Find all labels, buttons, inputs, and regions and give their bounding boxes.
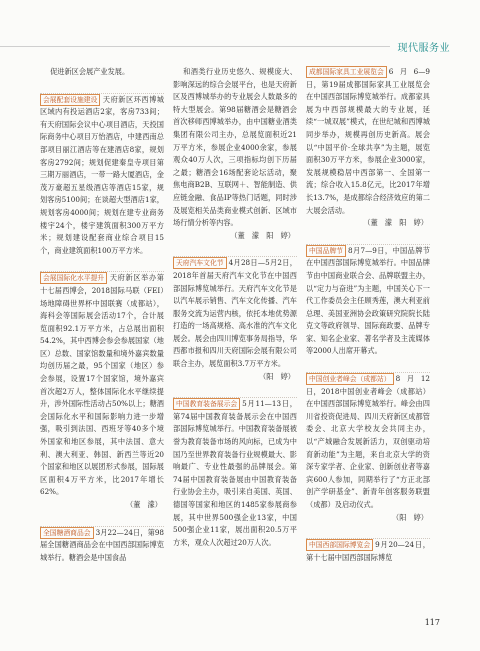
article-paragraph [306,373,430,512]
article-paragraph [40,94,164,258]
article-author: （阳 婷） [259,371,295,381]
article-paragraph [173,257,297,370]
article-paragraph [40,527,164,565]
column-2 [173,66,297,549]
article-paragraph [306,66,430,217]
article [40,526,164,565]
article-paragraph [40,272,164,499]
section-title: 现代服务业 [397,43,450,54]
article [306,244,430,358]
article [173,397,297,549]
article [306,66,430,230]
article-text: 3月22—24日，第98届全国糖酒商品会在中国西部国际博览城举行。糖酒会是中国食品 [40,527,164,562]
article-title: 中国品牌节 [306,245,346,257]
article-title: 天府汽车文化节 [173,257,227,269]
column-1 [40,66,164,564]
article-text: 4月28日—5月2日，2018年首届天府汽车文化节在中国西部国际博览城举行。天府汽车文化节是以汽车展示销售、汽车文化传播、汽车服务交流为运营内核，依托本地优势源打造的一场高规格、高水准的汽车文化展会。展会由四川博览事务局指导，华西都市报和四川天府国际会展有限公司联合主办，展览面积3.7万平方米。 [173,258,297,369]
article-author: （阳 婷） [392,512,428,522]
article-title: 中国西部国际博览会 [306,539,373,551]
article [40,66,164,79]
article-title: 会展国际化水平提升 [40,272,107,284]
column-3 [306,66,430,564]
article [173,66,297,242]
article-text: 天府新区环西博城区域内有投运酒店2家，客房733间；有天府国际会议中心项目酒店，天投国际商务中心项目万怡酒店，中建西南总部项目丽江酒店等在建酒店8家，规划客房2792间；规划促建秦皇寺项目第三期万丽酒店，一带一路大厦酒店，金茂万豪超五星级酒店等酒店15家，规划客房5100间；在谈超大型酒店1家，规划客房4000间；规划在建专业商务楼宇24个，楼宇建筑面积300万平方米；规划建设配套商业综合项目15个，商业建筑面积100万平方米。 [40,94,164,255]
article-author: （董 濛 阳 婷） [363,218,428,228]
article-text: 促进新区会展产业发展。 [50,67,130,76]
article-title: 会展配套设施建设 [40,94,100,106]
article-title: 全国糖酒商品会 [40,527,94,539]
article-text: 9月20—24日，第十七届中国西部国际博览 [306,540,430,562]
article-paragraph [40,66,164,79]
article-text: 8月12日，2018中国创业者峰会（成都站）在中国西部国际博览城举行。峰会由四川省投资促进局、四川天府新区成都管委会、北京大学校友会共同主办，以“产城融合发展新活力，双创驱动培育新动能”为主题，来自北京大学的资深专家学者、企业家、创新创业者等嘉宾600人参加，同期举行了“方正北部创产学研基金”、新青年创客服务联盟（成都）及启动仪式。 [306,374,430,509]
article-title: 成都国际家具工业展览会 [306,66,387,78]
article-author: （董 濛） [126,500,162,509]
article-author: （董 濛 阳 婷） [230,230,295,240]
article-paragraph [306,245,430,358]
article [40,93,164,258]
article-text: 8月7—9日，中国品牌节在中国西部国际博览城举行。中国品牌节由中国商业联合会、品牌联盟主办，以“定力与奋进”为主题，中国关心下一代工作委员会主任顾秀莲，澳大利亚前总理、美国亚洲协会政策研究院院长陆克文等政府领导、国际商政要、品牌专家、知名企业家、著名学者及主流媒体等2000人出席开幕式。 [306,245,430,356]
article-paragraph [306,539,430,564]
article [306,538,430,564]
article-paragraph [173,66,297,230]
article-title: 中国创业者峰会（成都站） [306,373,394,385]
article [173,256,297,383]
page-number: 117 [424,618,440,627]
article [40,271,164,511]
article [306,372,430,524]
article-text: 6月6—9日，第19届成都国际家具工业展览会在中国西部国际博览城举行。成都家具展为中西部规模最大的专业展，延续“一城双展”模式，在世纪城和西博城同步举办，规模再创历史新高。展会以“中国平价·全球共享”为主题，展览面积30万平方米，参展企业3000家，发展规模稳居中西部第一、全国第一流；综合收入15.8亿元，比2017年增长13.7%，是成都综合经济效应的第二大展会活动。 [306,67,430,215]
article-text: 5月11—13日，第74届中国教育装备展示会在中国西部国际博览城举行。中国教育装备展被誉为教育装备市场的风向标，已成为中国乃至世界教育装备行业规模最大、影响最广、专业性最强的品牌展会。第74届中国教育装备展由中国教育装备行业协会主办，吸引来自美国、英国、德国等国家和地区的1485家参展商参展，其中世界500强企业13家，中国500强企业11家，展出面积20.5万平方米，观众人次超过20万人次。 [173,399,297,547]
header-rule [0,46,390,47]
article-text: 和酒类行业历史悠久、规模庞大、影响深远的综合会展平台，也是天府新区及西博城举办的专业展会人数最多的特大型展会。第98届糖酒会是糖酒会首次移师西博城举办，由中国糖业酒类集团有限公司主办，总展览面积近21万平方米，参展企业4000余家，参展观众40万人次，三项指标均创下历届之最；糖酒会16场配套论坛活动，聚焦电商B2B、互联网＋、智能制造、供应链金融、食品IP等热门话题，同时涉及展览相关品类商业模式创新、区域市场行情分析等内容。 [173,67,297,228]
article-title: 中国教育装备展示会 [173,398,240,410]
article-paragraph [173,398,297,549]
article-text: 天府新区举办第十七届西博会，2018国际马联（FEI）场地障碍世界杯中国联赛（成都站），海科会等国际展会活动17个，合计展览面积92.1万平方米，占总展出面积54.2%，其中西博会参会参展国家（地区）总数、国家馆数量和境外嘉宾数量均创历届之最，95个国家（地区）参会参展，设置17个国家馆，境外嘉宾首次超2万人，整体国际化水平继续提升，涉外国际性活动占50%以上；糖酒会国际化水平和国际影响力进一步增强，吸引到法国、西班牙等40多个境外国家和地区参展，其中法国、意大利、澳大利亚、韩国、新西兰等近20个国家和地区以展团形式参展，国际展区面积4万平方米，比2017年增长62%。 [40,273,164,497]
